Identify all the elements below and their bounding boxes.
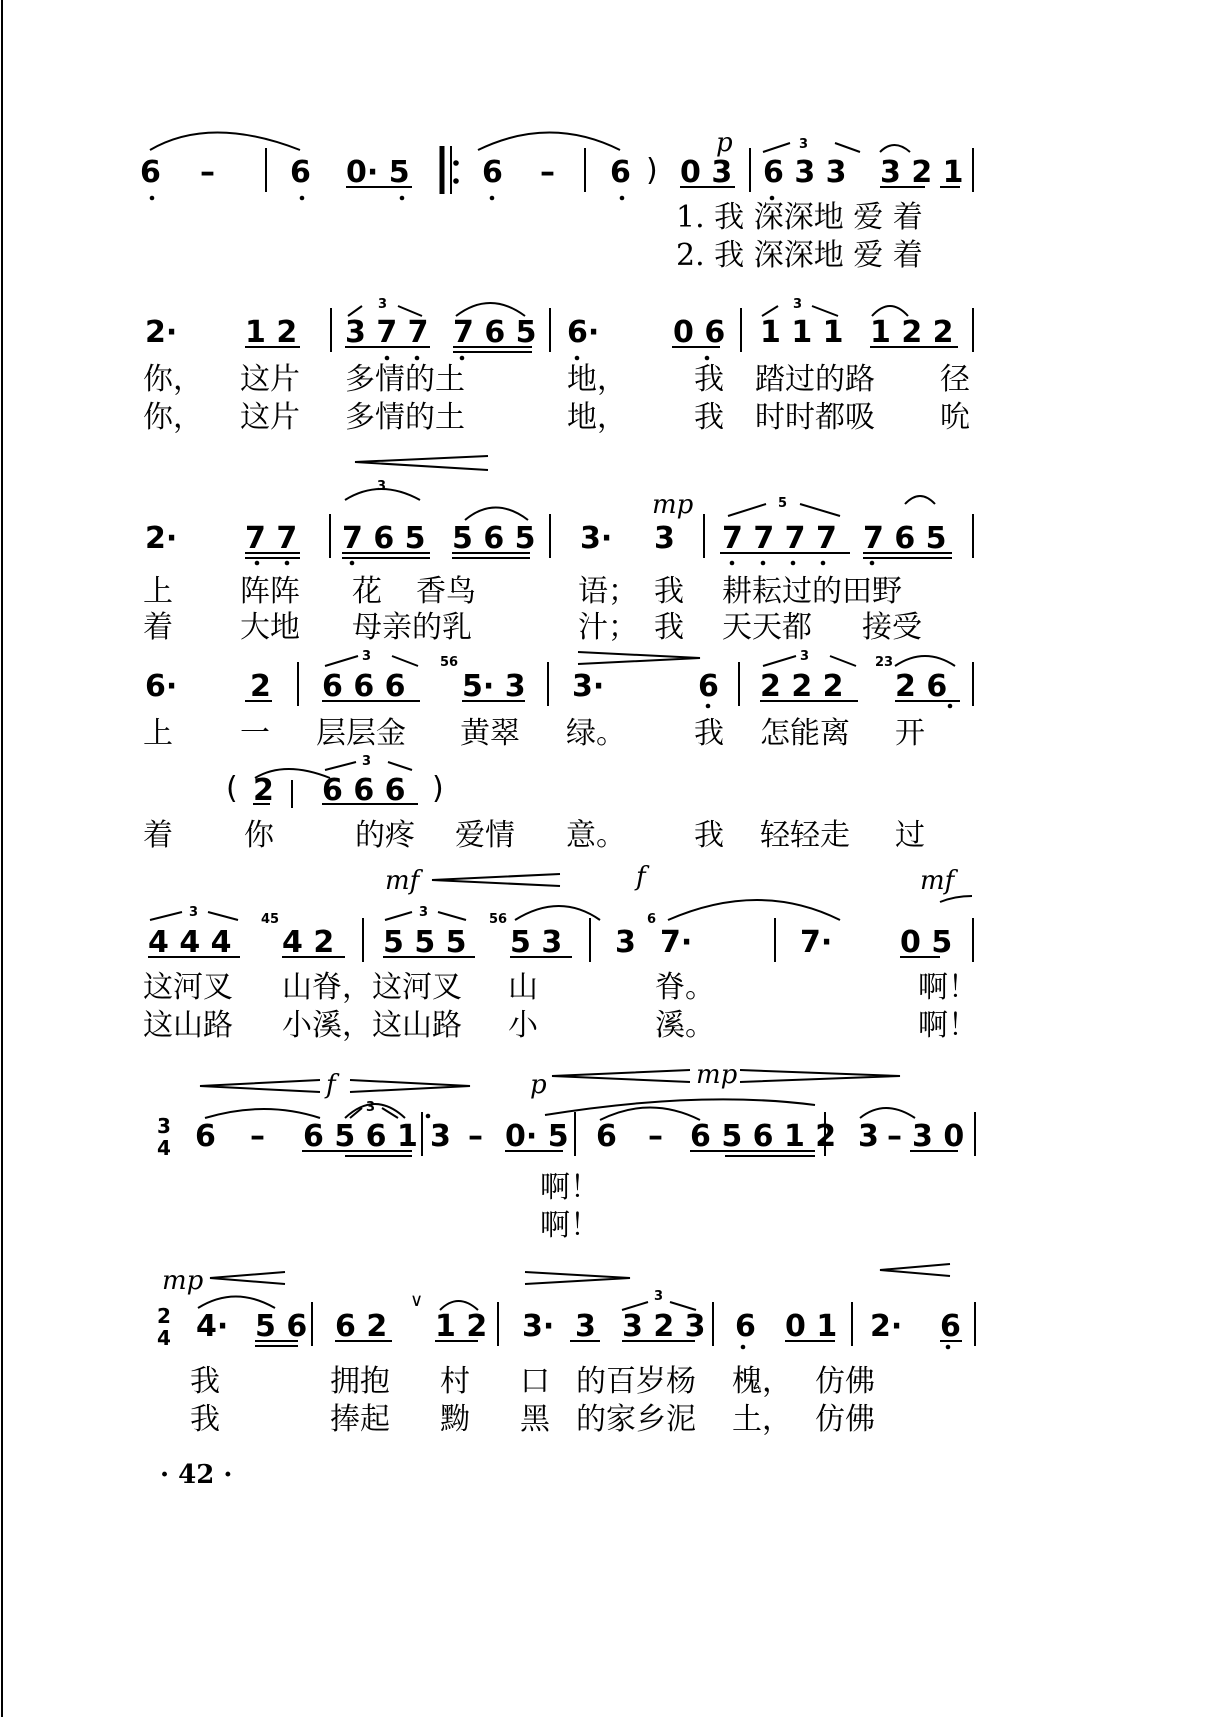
note: 2· — [145, 315, 178, 350]
note-group: 7 6 5 — [342, 521, 426, 556]
lyric: 径 — [940, 362, 970, 397]
lyric: 时时都吸 — [755, 400, 875, 435]
dynamic-mark: p — [716, 128, 733, 158]
paren-close: ) — [432, 771, 444, 806]
lyric: 汁； — [578, 610, 638, 645]
dash: – — [887, 1119, 902, 1154]
slur — [465, 508, 528, 521]
tuplet-number: 3 — [799, 137, 809, 152]
dynamic-mark: mf — [385, 866, 420, 896]
lyric: 的家乡泥 — [576, 1402, 696, 1437]
grace-note: 56 — [489, 912, 508, 927]
note: 6 — [596, 1119, 617, 1154]
lyric: 黝 — [440, 1402, 470, 1437]
lyric: 山 — [508, 970, 538, 1005]
dynamic-mark: mp — [162, 1266, 204, 1296]
tuplet-number: 3 — [793, 297, 803, 312]
grace-note: 6 — [647, 912, 657, 927]
note-group: 3 2 3 — [622, 1309, 706, 1344]
note: 3 — [858, 1119, 879, 1154]
tuplet-bracket — [763, 656, 856, 666]
lyric: 口 — [520, 1364, 550, 1399]
slur — [205, 1109, 320, 1118]
tuplet-bracket — [763, 143, 860, 152]
note: 4· — [196, 1309, 229, 1344]
note-group: 3 2 1 — [880, 155, 964, 190]
note: 6 — [735, 1309, 756, 1344]
lyric: 过 — [895, 818, 925, 853]
lyric: 爱情 — [455, 818, 515, 853]
note-group: 0 3 — [680, 155, 733, 190]
note: 6· — [145, 669, 178, 704]
note: 3 — [430, 1119, 451, 1154]
lyric: 仿佛 — [815, 1402, 875, 1437]
lyric: 脊。 — [655, 970, 715, 1005]
lyric: 耕耘过的田野 — [722, 574, 902, 609]
lyric-verse-2: 2. 我 深深地 爱 着 — [676, 238, 923, 273]
lyric: 溪。 — [655, 1008, 715, 1043]
lyric: 花 — [352, 574, 382, 609]
note: 3 — [575, 1309, 596, 1344]
crescendo-hairpin — [880, 1264, 950, 1276]
tuplet-number: 3 — [377, 479, 387, 494]
lyric: 轻轻走 — [760, 818, 850, 853]
slur — [860, 1108, 915, 1118]
note-group: 5 3 — [510, 925, 563, 960]
note-group: 4 2 — [282, 925, 335, 960]
slur — [905, 496, 935, 504]
slur — [515, 906, 600, 920]
lyric: 槐， — [732, 1364, 792, 1399]
note: 6 — [940, 1309, 961, 1344]
page-number: · 42 · — [160, 1460, 233, 1490]
note-group: 6 2 — [335, 1309, 388, 1344]
lyric: 绿。 — [566, 716, 626, 751]
tuplet-number: 3 — [800, 649, 810, 664]
note-group: 1 2 — [435, 1309, 488, 1344]
lyric: 山脊，这河叉 — [282, 970, 462, 1005]
slur — [880, 145, 910, 152]
note-group: 0· 5 — [505, 1119, 569, 1154]
note-group: 1 1 1 — [760, 315, 844, 350]
dynamic-mark: f — [326, 1070, 336, 1100]
dynamic-mark: mp — [696, 1060, 738, 1090]
lyric: 层层金 — [316, 716, 406, 751]
slur — [150, 133, 300, 151]
lyric: 母亲的乳 — [352, 610, 472, 645]
lyric: 我 — [654, 574, 684, 609]
time-signature-bottom: 4 — [157, 1326, 171, 1350]
tuplet-number: 3 — [654, 1289, 664, 1304]
lyric: 我 — [694, 716, 724, 751]
slur — [668, 900, 840, 920]
note-group: 2 6 — [895, 669, 948, 704]
lyric: 多情的土 — [345, 400, 465, 435]
dash: – — [648, 1119, 663, 1154]
note: 2· — [145, 521, 178, 556]
dynamic-mark: mf — [920, 866, 955, 896]
dynamic-mark: p — [530, 1070, 547, 1100]
lyric: 村 — [440, 1364, 470, 1399]
note-group: 6 6 6 — [322, 669, 406, 704]
crescendo-hairpin — [210, 1272, 285, 1284]
lyric: 的疼 — [355, 818, 415, 853]
note: 3· — [580, 521, 613, 556]
note-group: 6 5 6 1 2 — [690, 1119, 837, 1154]
crescendo-hairpin — [355, 456, 488, 470]
lyric: 意。 — [566, 818, 626, 853]
lyric: 香鸟 — [416, 574, 476, 609]
lyric: 小 — [508, 1008, 538, 1043]
lyric: 我 — [694, 400, 724, 435]
note: 6· — [567, 315, 600, 350]
lyric: 这山路 — [143, 1008, 233, 1043]
lyric: 捧起 — [330, 1402, 390, 1437]
tuplet-number: 3 — [362, 754, 372, 769]
lyric: 一 — [240, 716, 270, 751]
lyric: 啊！ — [540, 1208, 600, 1243]
note: 3· — [572, 669, 605, 704]
note-group: 7 7 7 7 — [722, 521, 837, 556]
note: 7· — [660, 925, 693, 960]
lyric: 地， — [567, 400, 627, 435]
lyric: 这片 — [240, 362, 300, 397]
lyric: 啊！ — [918, 1008, 978, 1043]
lyric: 这片 — [240, 400, 300, 435]
tuplet-number: 3 — [362, 649, 372, 664]
slur — [478, 133, 620, 151]
lyric: 着 — [143, 610, 173, 645]
note: 2 — [253, 773, 274, 808]
paren-close: ) — [646, 153, 658, 188]
paren-open: ( — [226, 771, 238, 806]
lyric: 你， — [143, 400, 203, 435]
lyric: 吮 — [940, 400, 970, 435]
lyric: 小溪，这山路 — [282, 1008, 462, 1043]
lyric: 仿佛 — [815, 1364, 875, 1399]
note: 6 — [290, 155, 311, 190]
note-group: 0 6 — [673, 315, 726, 350]
note-group: 6 3 3 — [763, 155, 847, 190]
lyric: 多情的土 — [345, 362, 465, 397]
lyric: 开 — [895, 716, 925, 751]
note-group: 7 7 — [245, 521, 298, 556]
time-signature-top: 3 — [157, 1114, 171, 1138]
note-group: 7 6 5 — [453, 315, 537, 350]
lyric: 土， — [732, 1402, 792, 1437]
grace-note: 45 — [261, 912, 280, 927]
breath-mark: ∨ — [410, 1290, 424, 1311]
lyric: 接受 — [862, 610, 922, 645]
lyric: 你 — [244, 818, 274, 853]
lyric: 地， — [567, 362, 627, 397]
lyric: 啊！ — [918, 970, 978, 1005]
dynamic-mark: mp — [652, 490, 694, 520]
note: 6 — [482, 155, 503, 190]
note-group: 3 7 7 — [345, 315, 429, 350]
note: 3 — [615, 925, 636, 960]
lyric: 啊！ — [540, 1170, 600, 1205]
lyric: 上 — [143, 716, 173, 751]
note: 2· — [870, 1309, 903, 1344]
tuplet-number: 3 — [366, 1100, 376, 1115]
note: 6 — [195, 1119, 216, 1154]
lyric: 我 — [190, 1402, 220, 1437]
dash: – — [200, 155, 215, 190]
lyric: 拥抱 — [330, 1364, 390, 1399]
note-group: 2 2 2 — [760, 669, 844, 704]
grace-note: 56 — [440, 655, 459, 670]
decrescendo-hairpin — [578, 652, 700, 664]
lyric: 的百岁杨 — [576, 1364, 696, 1399]
note: 6 — [610, 155, 631, 190]
decrescendo-hairpin — [525, 1272, 630, 1284]
lyric: 你， — [143, 362, 203, 397]
time-signature-bottom: 4 — [157, 1136, 171, 1160]
tuplet-number: 3 — [378, 297, 388, 312]
note-group: 7 6 5 — [863, 521, 947, 556]
lyric: 天天都 — [722, 610, 812, 645]
lyric: 黑 — [520, 1402, 550, 1437]
lyric-verse-1: 1. 我 深深地 爱 着 — [676, 200, 923, 235]
note: 6 — [140, 155, 161, 190]
tuplet-number: 3 — [189, 905, 199, 920]
note-group: 5 5 5 — [383, 925, 467, 960]
lyric: 黄翠 — [460, 716, 520, 751]
dash: – — [468, 1119, 483, 1154]
note-group: 6 6 6 — [322, 773, 406, 808]
note: 3 — [654, 521, 675, 556]
grace-note: 23 — [875, 655, 894, 670]
note-group: 0· 5 — [346, 155, 410, 190]
slur — [198, 1297, 275, 1309]
note-group: 1 2 — [245, 315, 298, 350]
lyric: 踏过的路 — [755, 362, 875, 397]
note-group: 0 1 — [785, 1309, 838, 1344]
lyric: 我 — [694, 362, 724, 397]
lyric: 我 — [694, 818, 724, 853]
dash: – — [250, 1119, 265, 1154]
dash: – — [540, 155, 555, 190]
lyric: 怎能离 — [760, 716, 850, 751]
note-group: 5 6 — [255, 1309, 308, 1344]
time-signature-top: 2 — [157, 1304, 171, 1328]
note-group: 4 4 4 — [148, 925, 232, 960]
crescendo-hairpin — [432, 874, 560, 886]
lyric: 上 — [143, 574, 173, 609]
note-group: 5 6 5 — [452, 521, 536, 556]
lyric: 我 — [190, 1364, 220, 1399]
lyric: 大地 — [240, 610, 300, 645]
lyric: 语； — [578, 574, 638, 609]
tuplet-bracket — [325, 656, 418, 666]
lyric: 这河叉 — [143, 970, 233, 1005]
note: 2 — [250, 669, 271, 704]
note-group: 0 5 — [900, 925, 953, 960]
note-group: 5· 3 — [462, 669, 526, 704]
note-group: 6 5 6 1 — [303, 1119, 418, 1154]
note: 7· — [800, 925, 833, 960]
slur — [895, 656, 955, 666]
note: 3· — [522, 1309, 555, 1344]
tuplet-number: 5 — [778, 496, 788, 511]
lyric: 阵阵 — [240, 574, 300, 609]
tuplet-number: 3 — [419, 905, 429, 920]
lyric: 着 — [143, 818, 173, 853]
slur — [940, 896, 972, 902]
lyric: 我 — [654, 610, 684, 645]
dynamic-mark: f — [636, 862, 646, 892]
note-group: 3 0 — [912, 1119, 965, 1154]
note: 6 — [698, 669, 719, 704]
note-group: 1 2 2 — [870, 315, 954, 350]
